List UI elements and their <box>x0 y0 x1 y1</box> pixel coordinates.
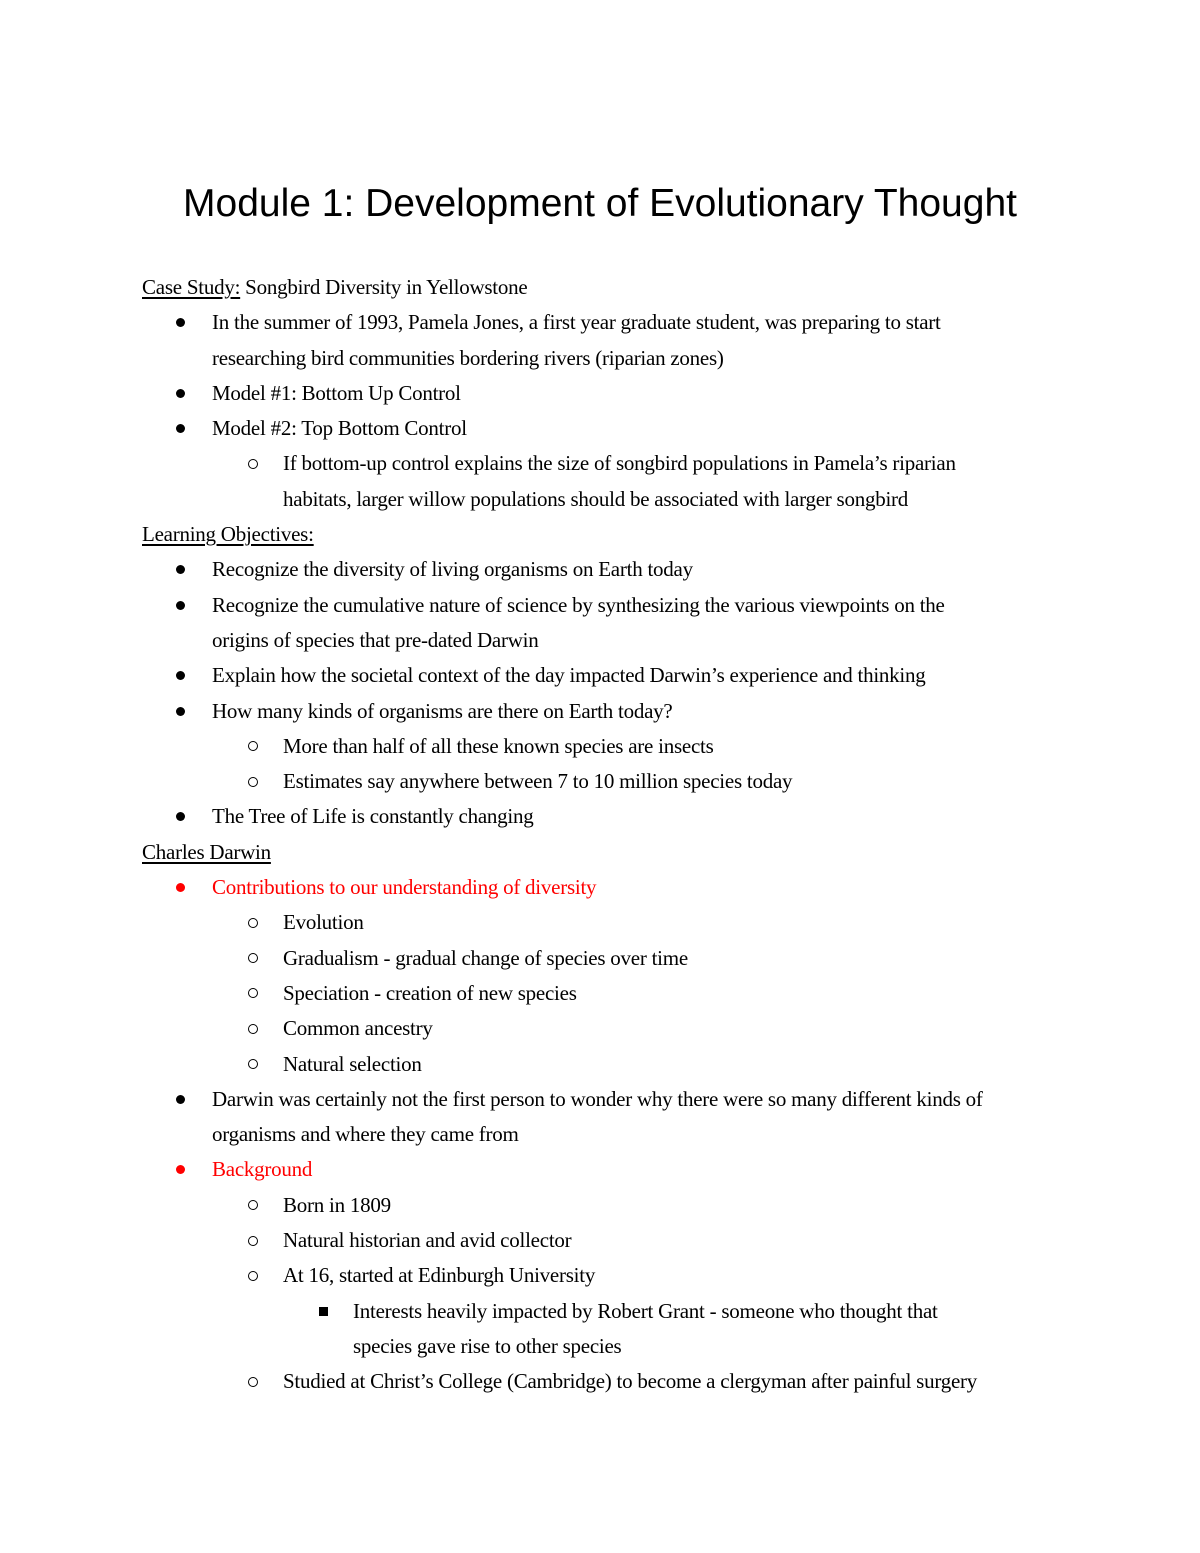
case-study-label: Case Study: <box>142 275 241 299</box>
sub-list-item <box>0 764 1200 799</box>
list-item-continuation <box>0 1117 1200 1152</box>
hollow-bullet-icon <box>248 1024 258 1034</box>
list-item <box>0 694 1200 729</box>
hollow-bullet-icon <box>248 1059 258 1069</box>
sub-list-item-continuation <box>0 482 1200 517</box>
list-item-text: Gradualism - gradual change of species over time <box>283 945 688 970</box>
sub-list-item <box>0 1188 1200 1223</box>
list-item-continuation <box>0 623 1200 658</box>
list-item-text: Model #1: Bottom Up Control <box>212 380 461 405</box>
list-item-text: Darwin was certainly not the first person to wonder why there were so many different kinds of <box>212 1086 983 1111</box>
list-item-text: Recognize the cumulative nature of science by synthesizing the various viewpoints on the <box>212 592 945 617</box>
sub-sub-list-item <box>0 1294 1200 1329</box>
hollow-bullet-icon <box>248 918 258 928</box>
list-item-text: Natural historian and avid collector <box>283 1228 572 1253</box>
hollow-bullet-icon <box>248 1200 258 1210</box>
sub-list-item <box>0 1364 1200 1399</box>
learning-objectives-heading <box>0 517 1200 552</box>
sub-list-item <box>0 446 1200 481</box>
list-item <box>0 376 1200 411</box>
bullet-icon <box>176 318 185 327</box>
charles-darwin-heading <box>0 835 1200 870</box>
list-item-text: Studied at Christ’s College (Cambridge) to become a clergyman after painful surgery <box>283 1369 978 1394</box>
sub-list-item <box>0 1258 1200 1293</box>
list-item <box>0 411 1200 446</box>
section-heading-text: Learning Objectives: <box>142 522 314 547</box>
list-item-text: organisms and where they came from <box>212 1122 519 1147</box>
hollow-bullet-icon <box>248 1271 258 1281</box>
bullet-icon <box>176 601 185 610</box>
hollow-bullet-icon <box>248 741 258 751</box>
case-study-heading <box>0 270 1200 305</box>
list-item-text: Common ancestry <box>283 1016 433 1041</box>
bullet-icon <box>176 565 185 574</box>
list-item <box>0 658 1200 693</box>
list-item-text: At 16, started at Edinburgh University <box>283 1263 596 1288</box>
list-item-text: Model #2: Top Bottom Control <box>212 416 467 441</box>
list-item-highlighted <box>0 1152 1200 1187</box>
hollow-bullet-icon <box>248 777 258 787</box>
list-item-text: Interests heavily impacted by Robert Grant - someone who thought that <box>353 1298 938 1323</box>
list-item-text: More than half of all these known species are insects <box>283 733 714 758</box>
list-item <box>0 799 1200 834</box>
bullet-icon <box>176 424 185 433</box>
list-item-text: Evolution <box>283 910 364 935</box>
list-item-continuation <box>0 341 1200 376</box>
list-item-text: species gave rise to other species <box>353 1333 622 1358</box>
page-title: Module 1: Development of Evolutionary Thought <box>183 182 1017 225</box>
sub-list-item <box>0 1223 1200 1258</box>
bullet-icon <box>176 812 185 821</box>
case-study-title: Songbird Diversity in Yellowstone <box>240 275 528 299</box>
list-item-text: Estimates say anywhere between 7 to 10 million species today <box>283 769 793 794</box>
hollow-bullet-icon <box>248 953 258 963</box>
bullet-icon <box>176 671 185 680</box>
document-body <box>0 270 1200 1400</box>
sub-list-item <box>0 729 1200 764</box>
list-item-text: Speciation - creation of new species <box>283 980 577 1005</box>
list-item <box>0 1082 1200 1117</box>
list-item-text: Background <box>212 1157 313 1182</box>
bullet-icon <box>176 1165 185 1174</box>
hollow-bullet-icon <box>248 988 258 998</box>
bullet-icon <box>176 883 185 892</box>
list-item-text: Natural selection <box>283 1051 422 1076</box>
list-item-text: The Tree of Life is constantly changing <box>212 804 534 829</box>
list-item <box>0 552 1200 587</box>
list-item-text: In the summer of 1993, Pamela Jones, a first year graduate student, was preparing to start <box>212 310 941 335</box>
list-item-text: Explain how the societal context of the day impacted Darwin’s experience and thinking <box>212 663 926 688</box>
list-item-text: How many kinds of organisms are there on Earth today? <box>212 698 673 723</box>
hollow-bullet-icon <box>248 1377 258 1387</box>
sub-list-item <box>0 905 1200 940</box>
list-item-text: origins of species that pre-dated Darwin <box>212 627 539 652</box>
bullet-icon <box>176 707 185 716</box>
square-bullet-icon <box>319 1307 328 1316</box>
list-item-text: Contributions to our understanding of diversity <box>212 875 597 900</box>
list-item-text: researching bird communities bordering rivers (riparian zones) <box>212 345 724 370</box>
sub-list-item <box>0 976 1200 1011</box>
list-item-text: Recognize the diversity of living organisms on Earth today <box>212 557 693 582</box>
bullet-icon <box>176 389 185 398</box>
hollow-bullet-icon <box>248 1236 258 1246</box>
list-item <box>0 588 1200 623</box>
list-item-highlighted <box>0 870 1200 905</box>
list-item-text: If bottom-up control explains the size of songbird populations in Pamela’s riparian <box>283 451 956 476</box>
sub-list-item <box>0 1011 1200 1046</box>
hollow-bullet-icon <box>248 459 258 469</box>
sub-sub-list-item-continuation <box>0 1329 1200 1364</box>
section-heading-text: Charles Darwin <box>142 839 271 864</box>
sub-list-item <box>0 1047 1200 1082</box>
list-item-text: habitats, larger willow populations should be associated with larger songbird <box>283 486 909 511</box>
list-item-text: Born in 1809 <box>283 1192 391 1217</box>
bullet-icon <box>176 1095 185 1104</box>
sub-list-item <box>0 941 1200 976</box>
list-item <box>0 305 1200 340</box>
